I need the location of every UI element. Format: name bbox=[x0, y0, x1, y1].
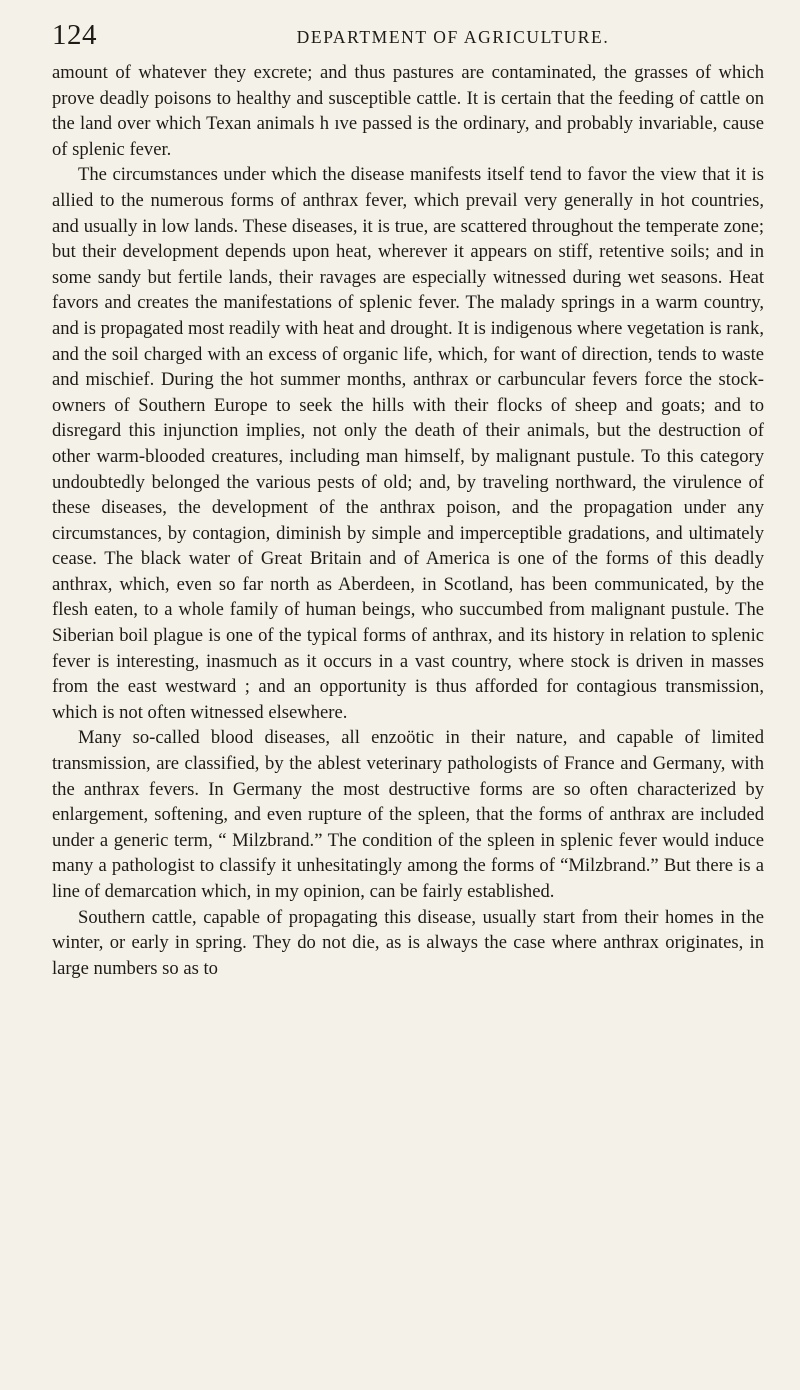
paragraph-anthrax-circumstances: The circumstances under which the disease manifests itself tend to favor the view that it is allied to the numerous forms of anthrax fever, which prevail very generally in hot countries, and usually in low lands. These diseases, it is true, are scattered throughout the temperate zone; but their development depends upon heat, wherever it appears on stiff, retentive soils; and in some sandy but fertile lands, their ravages are especially witnessed during wet seasons. Heat favors and creates the manifestations of splenic fever. The malady springs in a warm country, and is propagated most readily with heat and drought. It is indigenous where vegetation is rank, and the soil charged with an excess of organic life, which, for want of direction, tends to waste and mischief. During the hot summer months, anthrax or carbuncular fevers force the stock-owners of Southern Europe to seek the hills with their flocks of sheep and goats; and to disregard this injunction implies, not only the death of their animals, but the destruction of other warm-blooded creatures, including man himself, by malignant pustule. To this category undoubtedly belonged the various pests of old; and, by traveling northward, the virulence of these diseases, the development of the anthrax poison, and the propagation under any circumstances, by contagion, diminish by simple and imperceptible gradations, and ultimately cease. The black water of Great Britain and of America is one of the forms of this deadly anthrax, which, even so far north as Aberdeen, in Scotland, has been communicated, by the flesh eaten, to a whole family of human beings, who succumbed from malignant pustule. The Siberian boil plague is one of the typical forms of anthrax, and its history in relation to splenic fever is interesting, inasmuch as it occurs in a vast country, where stock is driven in masses from the east westward ; and an opportunity is thus afforded for contagious transmission, which is not often witnessed elsewhere. bbox=[52, 164, 764, 723]
paragraph-continuation: amount of whatever they excrete; and thus pastures are contaminated, the grasses of which prove deadly poisons to healthy and susceptible cattle. It is certain that the feeding of cattle on the land over which Texan animals h ıve passed is the ordinary, and probably invariable, cause of splenic fever. bbox=[52, 62, 764, 160]
book-page bbox=[52, 18, 764, 1378]
paragraph-blood-diseases: Many so-called blood diseases, all enzoötic in their nature, and capable of limited transmission, are classified, by the ablest veterinary pathologists of France and Germany, with the anthrax fevers. In Germany the most destructive forms are so often characterized by enlargement, softening, and even rupture of the spleen, that the forms of anthrax are included under a generic term, “ Milzbrand.” The condition of the spleen in splenic fever would induce many a pathologist to classify it unhesitatingly among the forms of “Milzbrand.” But there is a line of demarcation which, in my opinion, can be fairly established. bbox=[52, 727, 764, 902]
body-text bbox=[52, 60, 764, 981]
paragraph-southern-cattle: Southern cattle, capable of propagating this disease, usually start from their homes in the winter, or early in spring. They do not die, as is always the case where anthrax originates, in large numbers so as to bbox=[52, 906, 764, 979]
page-number: 124 bbox=[52, 19, 97, 51]
page-header bbox=[52, 18, 764, 60]
running-head: DEPARTMENT OF AGRICULTURE. bbox=[296, 27, 610, 47]
